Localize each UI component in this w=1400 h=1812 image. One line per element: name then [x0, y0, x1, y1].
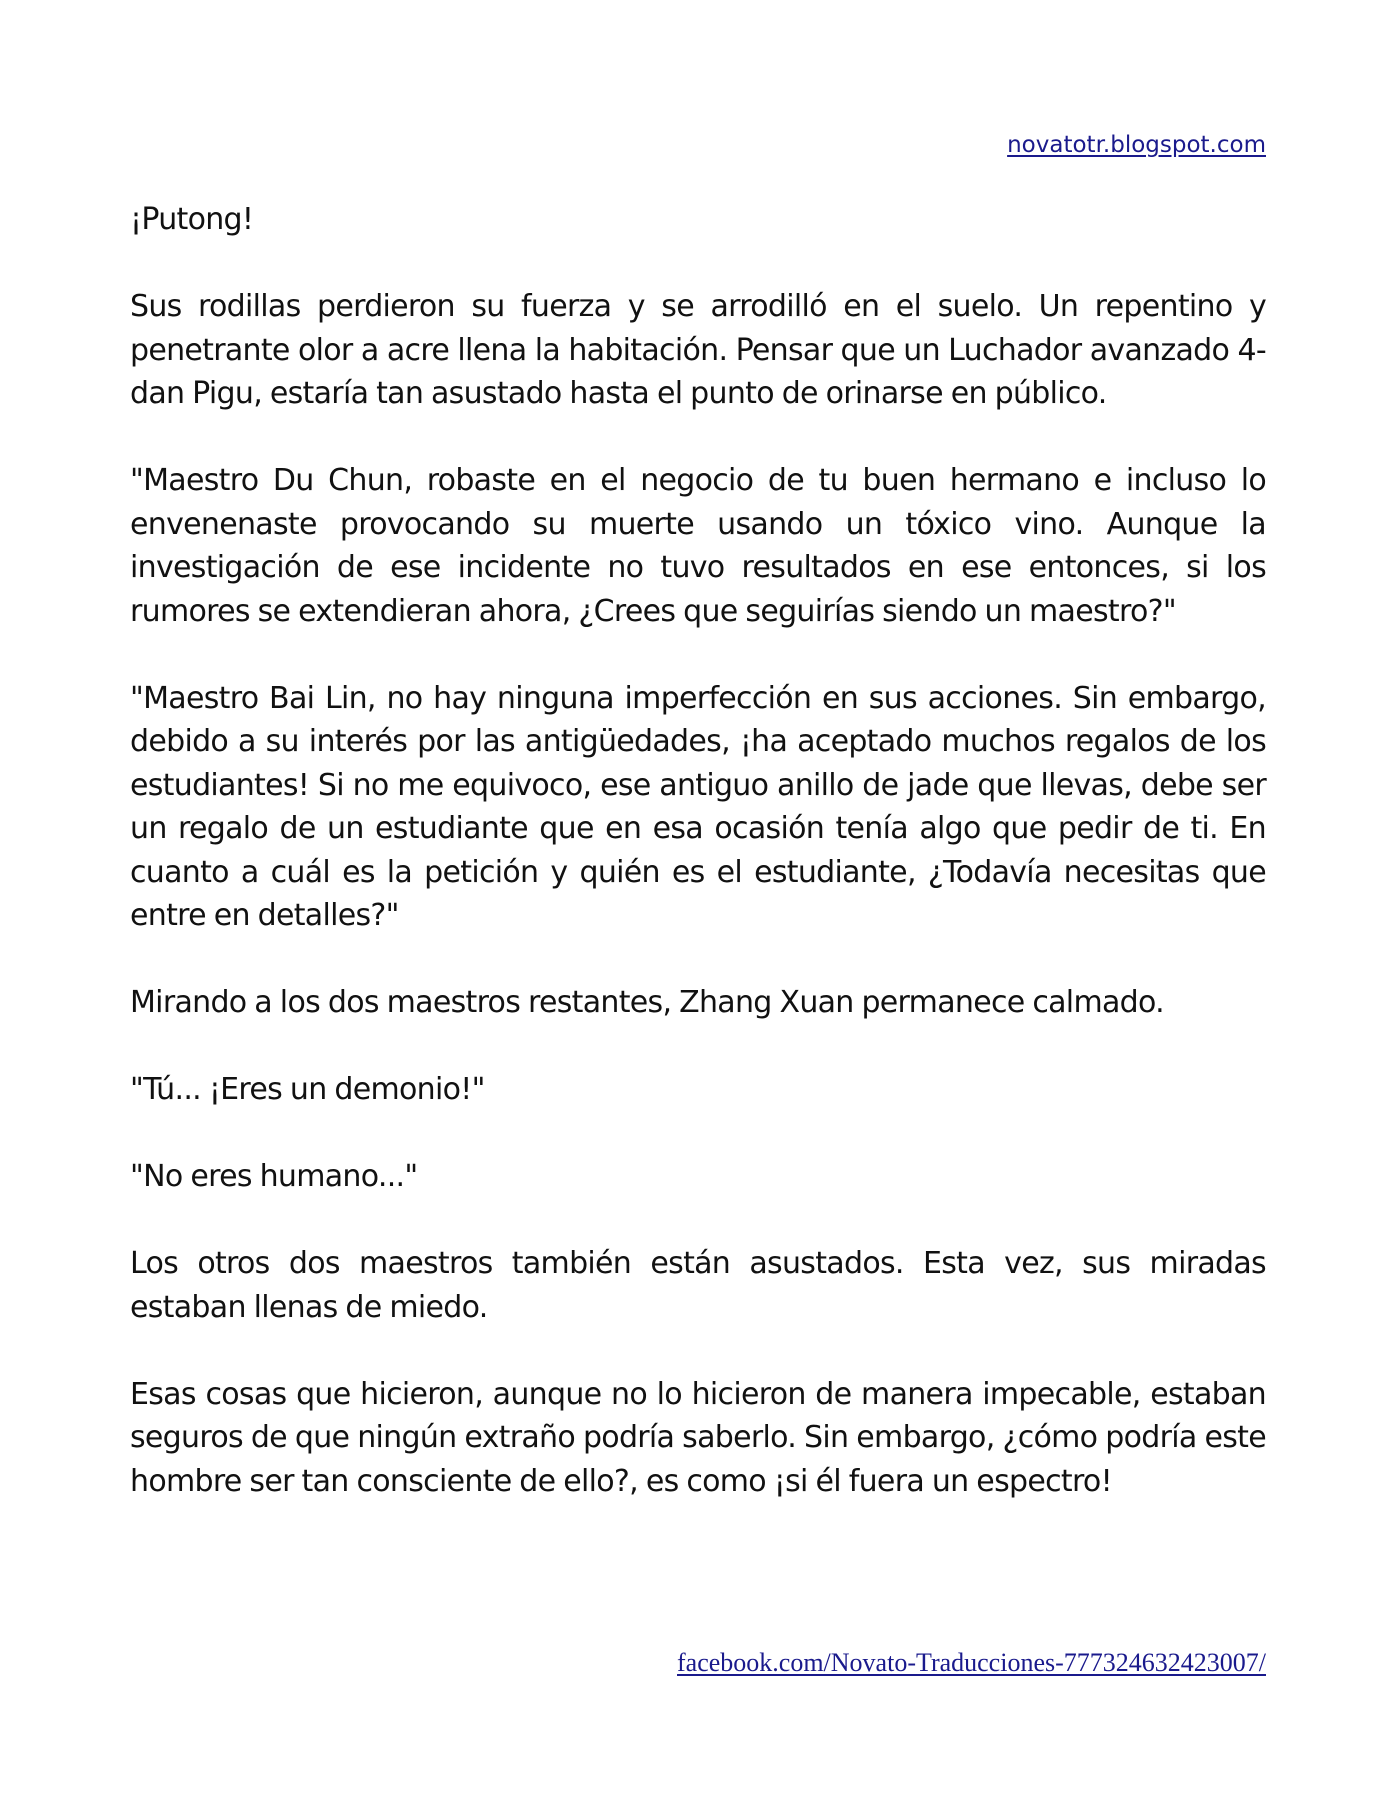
paragraph: "Maestro Du Chun, robaste en el negocio de tu buen hermano e incluso lo envenenaste provocando su muerte usando un tóxico vino. Aunque la investigación de ese incidente no tuvo resultados en ese entonces, si los rumores se extendieran ahora, ¿Crees que seguirías siendo un maestro?" — [130, 463, 1266, 629]
paragraph: "Tú... ¡Eres un demonio!" — [130, 1072, 485, 1107]
paragraph: "No eres humano..." — [130, 1159, 418, 1194]
paragraph: Los otros dos maestros también están asustados. Esta vez, sus miradas estaban llenas de miedo. — [130, 1246, 1266, 1325]
paragraph: Esas cosas que hicieron, aunque no lo hicieron de manera impecable, estaban seguros de que ningún extraño podría saberlo. Sin embargo, ¿cómo podría este hombre ser tan consciente de ello?, es como ¡si él fuera un espectro! — [130, 1376, 1266, 1499]
paragraph: Sus rodillas perdieron su fuerza y se arrodilló en el suelo. Un repentino y penetrante olor a acre llena la habitación. Pensar que un Luchador avanzado 4-dan Pigu, estaría tan asustado hasta el punto de orinarse en público. — [130, 289, 1266, 411]
blog-link[interactable]: novatotr.blogspot.com — [1007, 132, 1266, 158]
document-body — [130, 198, 1266, 1547]
paragraph: ¡Putong! — [130, 202, 254, 237]
paragraph: "Maestro Bai Lin, no hay ninguna imperfección en sus acciones. Sin embargo, debido a su interés por las antigüedades, ¡ha aceptado muchos regalos de los estudiantes! Si no me equivoco, ese antiguo anillo de jade que llevas, debe ser un regalo de un estudiante que en esa ocasión tenía algo que pedir de ti. En cuanto a cuál es la petición y quién es el estudiante, ¿Todavía necesitas que entre en detalles?" — [130, 680, 1266, 933]
facebook-link[interactable]: facebook.com/Novato-Traducciones-777324632423007/ — [677, 1648, 1266, 1677]
paragraph: Mirando a los dos maestros restantes, Zhang Xuan permanece calmado. — [130, 985, 1164, 1020]
